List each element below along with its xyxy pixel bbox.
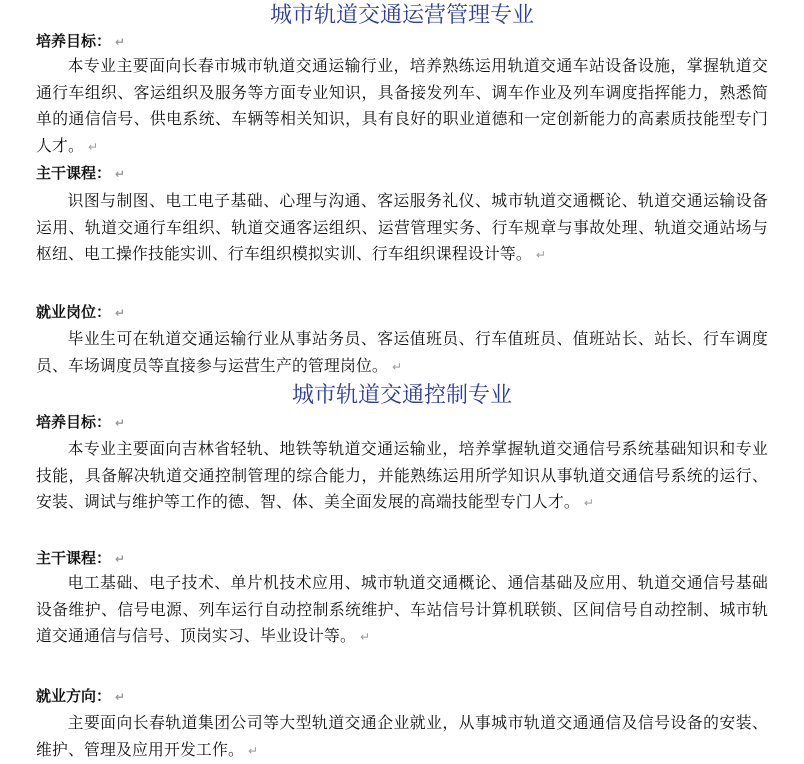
paragraph-mark-icon: ↵	[115, 416, 126, 430]
paragraph-job-positions-1: 毕业生可在轨道交通运输行业从事站务员、客运值班员、行车值班员、值班站长、站长、行车调度员、车场调度员等直接参与运营生产的管理岗位。 ↵	[36, 329, 768, 375]
heading-career-direction-2: 就业方向： ↵	[36, 687, 126, 705]
section-title-control: 城市轨道交通控制专业	[291, 383, 512, 408]
paragraph-mark-icon: ↵	[115, 306, 126, 320]
paragraph-mark-icon: ↵	[115, 35, 126, 49]
paragraph-mark-icon: ↵	[115, 690, 126, 704]
paragraph-mark-icon: ↵	[115, 552, 126, 566]
heading-main-courses-1: 主干课程： ↵	[36, 164, 126, 182]
paragraph-mark-icon: ↵	[391, 359, 403, 374]
heading-main-courses-2: 主干课程： ↵	[36, 549, 126, 567]
paragraph-training-goal-2: 本专业主要面向吉林省轻轨、地铁等轨道交通运输业，培养掌握轨道交通信号系统基础知识和专业技能，具备解决轨道交通控制管理的综合能力，并能熟练运用所学知识从事轨道交通信号系统的运行、安装、调试与维护等工作的德、智、体、美全面发展的高端技能型专门人才。 ↵	[36, 439, 768, 512]
heading-training-goal-2: 培养目标： ↵	[36, 413, 126, 431]
heading-training-goal-1: 培养目标： ↵	[36, 32, 126, 50]
paragraph-main-courses-2: 电工基础、电子技术、单片机技术应用、城市轨道交通概论、通信基础及应用、轨道交通信号基础设备维护、信号电源、列车运行自动控制系统维护、车站信号计算机联锁、区间信号自动控制、城市轨道交通通信与信号、顶岗实习、毕业设计等。 ↵	[36, 573, 768, 646]
paragraph-career-direction-2: 主要面向长春轨道集团公司等大型轨道交通企业就业，从事城市轨道交通通信及信号设备的安装、维护、管理及应用开发工作。 ↵	[36, 713, 768, 759]
paragraph-mark-icon: ↵	[247, 743, 259, 758]
section-title-operations: 城市轨道交通运营管理专业	[269, 3, 534, 28]
paragraph-mark-icon: ↵	[583, 496, 595, 511]
paragraph-mark-icon: ↵	[88, 139, 99, 154]
paragraph-mark-icon: ↵	[359, 630, 371, 645]
heading-job-positions-1: 就业岗位： ↵	[36, 303, 126, 321]
paragraph-main-courses-1: 识图与制图、电工电子基础、心理与沟通、客运服务礼仪、城市轨道交通概论、轨道交通运输设备运用、轨道交通行车组织、轨道交通客运组织、运营管理实务、行车规章与事故处理、轨道交通站场与枢纽、电工操作技能实训、行车组织模拟实训、行车组织课程设计等。 ↵	[36, 191, 768, 264]
paragraph-mark-icon: ↵	[115, 167, 126, 181]
paragraph-mark-icon: ↵	[535, 248, 547, 263]
paragraph-training-goal-1: 本专业主要面向长春市城市轨道交通运输行业，培养熟练运用轨道交通车站设备设施，掌握轨道交通行车组织、客运组织及服务等方面专业知识，具备接发列车、调车作业及列车调度指挥能力，熟悉简单的通信信号、供电系统、车辆等相关知识，具有良好的职业道德和一定创新能力的高素质技能型专门人才。 ↵	[36, 56, 768, 155]
